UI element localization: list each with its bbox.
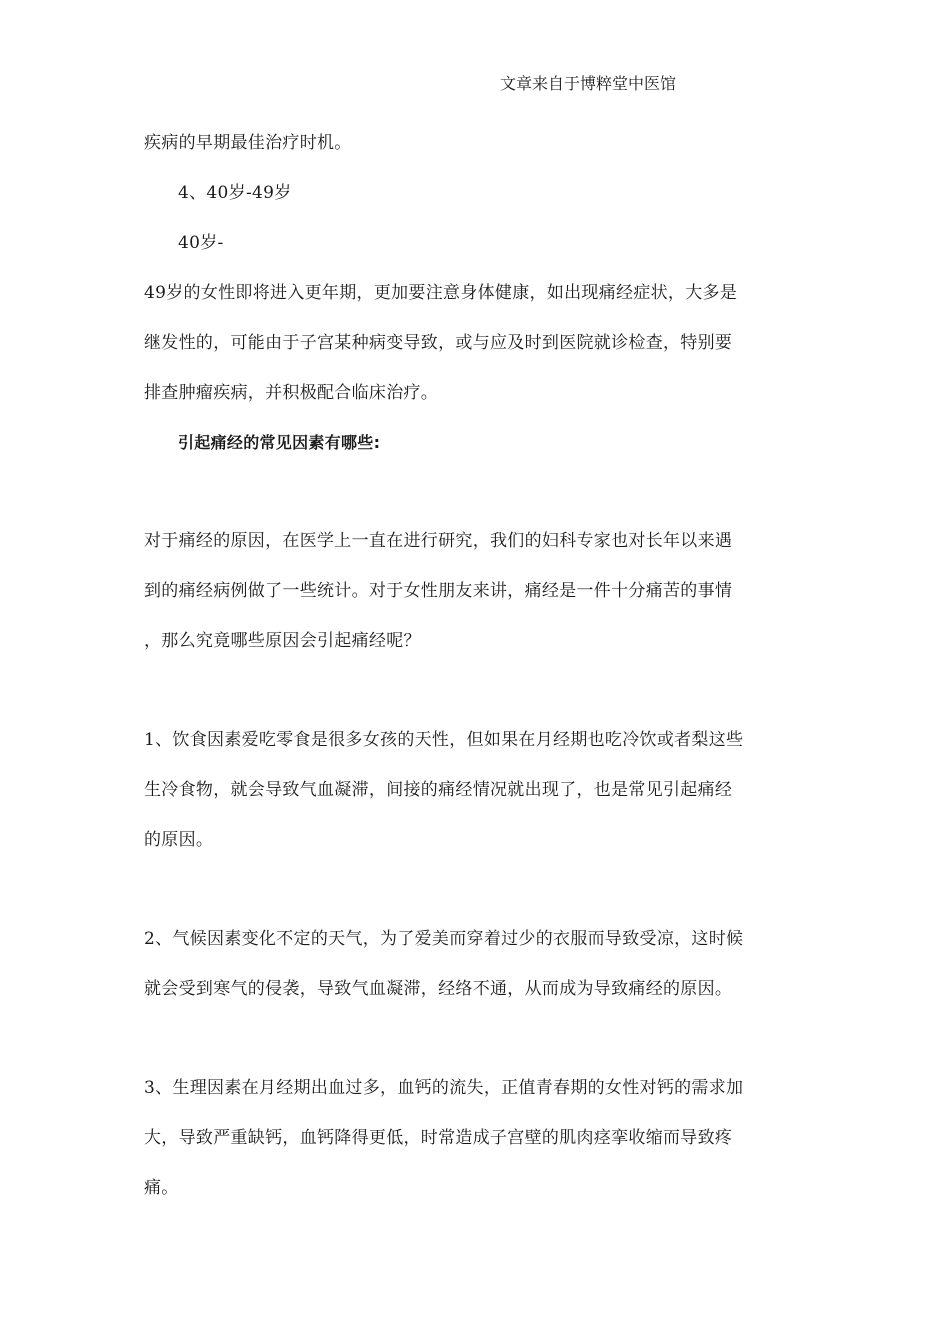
paragraph-line: 到的痛经病例做了一些统计。对于女性朋友来讲，痛经是一件十分痛苦的事情 xyxy=(144,581,733,601)
source-header: 文章来自于博粹堂中医馆 xyxy=(500,74,677,93)
paragraph-line: ，那么究竟哪些原因会引起痛经呢？ xyxy=(144,631,421,651)
paragraph-line: 痛。 xyxy=(144,1178,179,1198)
paragraph-line: 的原因。 xyxy=(144,830,214,850)
section-title: 引起痛经的常见因素有哪些: xyxy=(178,433,381,452)
list-item-heading: 4、40岁-49岁 xyxy=(178,183,292,203)
paragraph-line: 2、气候因素变化不定的天气，为了爱美而穿着过少的衣服而导致受凉，这时候 xyxy=(144,929,744,949)
paragraph-line: 1、饮食因素爱吃零食是很多女孩的天性，但如果在月经期也吃冷饮或者梨这些 xyxy=(144,730,744,750)
paragraph-line: 3、生理因素在月经期出血过多，血钙的流失，正值青春期的女性对钙的需求加 xyxy=(144,1078,744,1098)
paragraph-line: 排查肿瘤疾病，并积极配合临床治疗。 xyxy=(144,383,439,403)
list-item-subheading: 40岁- xyxy=(178,233,224,253)
paragraph-line: 49岁的女性即将进入更年期，更加要注意身体健康，如出现痛经症状，大多是 xyxy=(144,283,738,303)
paragraph-line: 疾病的早期最佳治疗时机。 xyxy=(144,133,352,153)
paragraph-line: 继发性的，可能由于子宫某种病变导致，或与应及时到医院就诊检查，特别要 xyxy=(144,333,733,353)
paragraph-line: 就会受到寒气的侵袭，导致气血凝滞，经络不通，从而成为导致痛经的原因。 xyxy=(144,979,733,999)
paragraph-line: 大，导致严重缺钙，血钙降得更低，时常造成子宫壁的肌肉痉挛收缩而导致疼 xyxy=(144,1128,733,1148)
paragraph-line: 对于痛经的原因，在医学上一直在进行研究，我们的妇科专家也对长年以来遇 xyxy=(144,531,733,551)
paragraph-line: 生冷食物，就会导致气血凝滞，间接的痛经情况就出现了，也是常见引起痛经 xyxy=(144,780,733,800)
